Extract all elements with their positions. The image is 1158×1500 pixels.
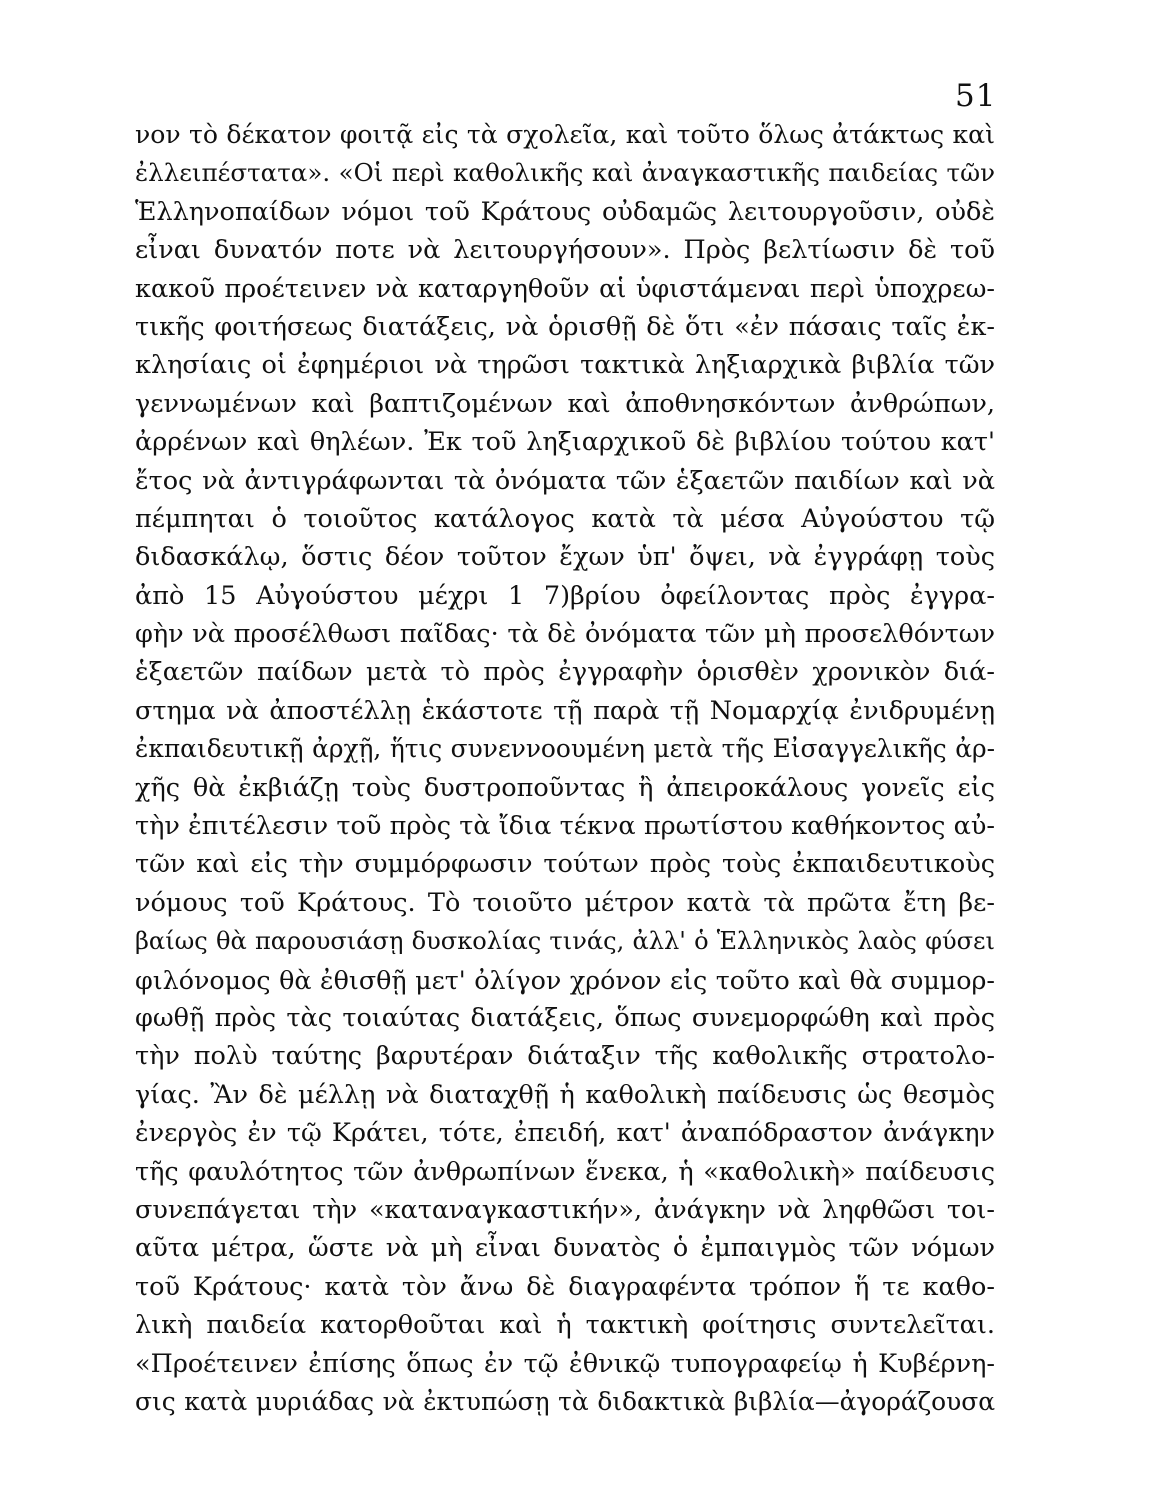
text-line: φωθῇ πρὸς τὰς τοιαύτας διατάξεις, ὅπως συνεμορφώθη καὶ πρὸς bbox=[135, 1002, 995, 1033]
text-line: αῦτα μέτρα, ὥστε νὰ μὴ εἶναι δυνατὸς ὁ ἐμπαιγμὸς τῶν νόμων bbox=[135, 1233, 995, 1264]
text-line: στημα νὰ ἀποστέλλῃ ἑκάστοτε τῇ παρὰ τῇ Νομαρχίᾳ ἐνιδρυμένῃ bbox=[135, 695, 995, 726]
text-line: ἐνεργὸς ἐν τῷ Κράτει, τότε, ἐπειδή, κατ' ἀναπόδραστον ἀνάγκην bbox=[135, 1118, 995, 1149]
text-line: Ἑλληνοπαίδων νόμοι τοῦ Κράτους οὐδαμῶς λειτουργοῦσιν, οὐδὲ bbox=[135, 196, 995, 227]
text-line: κακοῦ προέτεινεν νὰ καταργηθοῦν αἱ ὑφιστάμεναι περὶ ὑποχρεω- bbox=[135, 273, 995, 304]
text-line: κλησίαις οἱ ἐφημέριοι νὰ τηρῶσι τακτικὰ ληξιαρχικὰ βιβλία τῶν bbox=[135, 350, 995, 381]
text-line: πέμπηται ὁ τοιοῦτος κατάλογος κατὰ τὰ μέσα Αὐγούστου τῷ bbox=[135, 503, 995, 534]
text-line: εἶναι δυνατόν ποτε νὰ λειτουργήσουν». Πρὸς βελτίωσιν δὲ τοῦ bbox=[135, 235, 995, 266]
text-line: ἐκπαιδευτικῇ ἀρχῇ, ἥτις συνεννοουμένη μετὰ τῆς Εἰσαγγελικῆς ἀρ- bbox=[135, 734, 995, 764]
text-line: τῆς φαυλότητος τῶν ἀνθρωπίνων ἕνεκα, ἡ «καθολικὴ» παίδευσις bbox=[135, 1156, 995, 1187]
text-line: σις κατὰ μυριάδας νὰ ἐκτυπώσῃ τὰ διδακτικὰ βιβλία—ἀγοράζουσα bbox=[135, 1386, 995, 1416]
text-line: φὴν νὰ προσέλθωσι παῖδας· τὰ δὲ ὀνόματα τῶν μὴ προσελθόντων bbox=[135, 619, 995, 650]
text-line: τὴν πολὺ ταύτης βαρυτέραν διάταξιν τῆς καθολικῆς στρατολο- bbox=[135, 1041, 995, 1072]
text-line: διδασκάλῳ, ὅστις δέον τοῦτον ἔχων ὑπ' ὄψει, νὰ ἐγγράφῃ τοὺς bbox=[135, 542, 995, 573]
text-line: νόμους τοῦ Κράτους. Τὸ τοιοῦτο μέτρον κατὰ τὰ πρῶτα ἔτη βε- bbox=[135, 887, 995, 918]
text-line: «Προέτεινεν ἐπίσης ὅπως ἐν τῷ ἐθνικῷ τυπογραφείῳ ἡ Κυβέρνη- bbox=[135, 1348, 995, 1379]
text-line: τοῦ Κράτους· κατὰ τὸν ἄνω δὲ διαγραφέντα τρόπον ἥ τε καθο- bbox=[135, 1271, 995, 1302]
page-number: 51 bbox=[955, 78, 997, 114]
text-line: γίας. Ἂν δὲ μέλλῃ νὰ διαταχθῇ ἡ καθολικὴ παίδευσις ὡς θεσμὸς bbox=[135, 1079, 995, 1110]
body-text bbox=[135, 116, 995, 1421]
text-line: χῆς θὰ ἐκβιάζῃ τοὺς δυστροποῦντας ἢ ἀπειροκάλους γονεῖς εἰς bbox=[135, 772, 995, 803]
text-line: τικῆς φοιτήσεως διατάξεις, νὰ ὁρισθῇ δὲ ὅτι «ἐν πάσαις ταῖς ἐκ- bbox=[135, 311, 995, 342]
text-line: νον τὸ δέκατον φοιτᾷ εἰς τὰ σχολεῖα, καὶ τοῦτο ὅλως ἀτάκτως καὶ bbox=[135, 120, 995, 149]
text-line: φιλόνομος θὰ ἐθισθῇ μετ' ὀλίγον χρόνον εἰς τοῦτο καὶ θὰ συμμορ- bbox=[135, 964, 995, 995]
text-line: συνεπάγεται τὴν «καταναγκαστικήν», ἀνάγκην νὰ ληφθῶσι τοι- bbox=[135, 1194, 995, 1225]
text-line: ἑξαετῶν παίδων μετὰ τὸ πρὸς ἐγγραφὴν ὁρισθὲν χρονικὸν διά- bbox=[135, 657, 995, 688]
text-line: ἔτος νὰ ἀντιγράφωνται τὰ ὀνόματα τῶν ἑξαετῶν παιδίων καὶ νὰ bbox=[135, 465, 995, 496]
text-line: τὴν ἐπιτέλεσιν τοῦ πρὸς τὰ ἴδια τέκνα πρωτίστου καθήκοντος αὐ- bbox=[135, 811, 995, 842]
text-line: ἀρρένων καὶ θηλέων. Ἐκ τοῦ ληξιαρχικοῦ δὲ βιβλίου τούτου κατ' bbox=[135, 427, 995, 458]
text-line: βαίως θὰ παρουσιάσῃ δυσκολίας τινάς, ἀλλ' ὁ Ἑλληνικὸς λαὸς φύσει bbox=[135, 927, 995, 956]
text-line: ἀπὸ 15 Αὐγούστου μέχρι 1 7)βρίου ὀφείλοντας πρὸς ἐγγρα- bbox=[135, 580, 995, 611]
text-line: ἐλλειπέστατα». «Οἱ περὶ καθολικῆς καὶ ἀναγκαστικῆς παιδείας τῶν bbox=[135, 158, 995, 188]
text-line: τῶν καὶ εἰς τὴν συμμόρφωσιν τούτων πρὸς τοὺς ἐκπαιδευτικοὺς bbox=[135, 849, 995, 880]
text-line: λικὴ παιδεία κατορθοῦται καὶ ἡ τακτικὴ φοίτησις συντελεῖται. bbox=[135, 1310, 995, 1341]
text-line: γεννωμένων καὶ βαπτιζομένων καὶ ἀποθνησκόντων ἀνθρώπων, bbox=[135, 388, 995, 419]
